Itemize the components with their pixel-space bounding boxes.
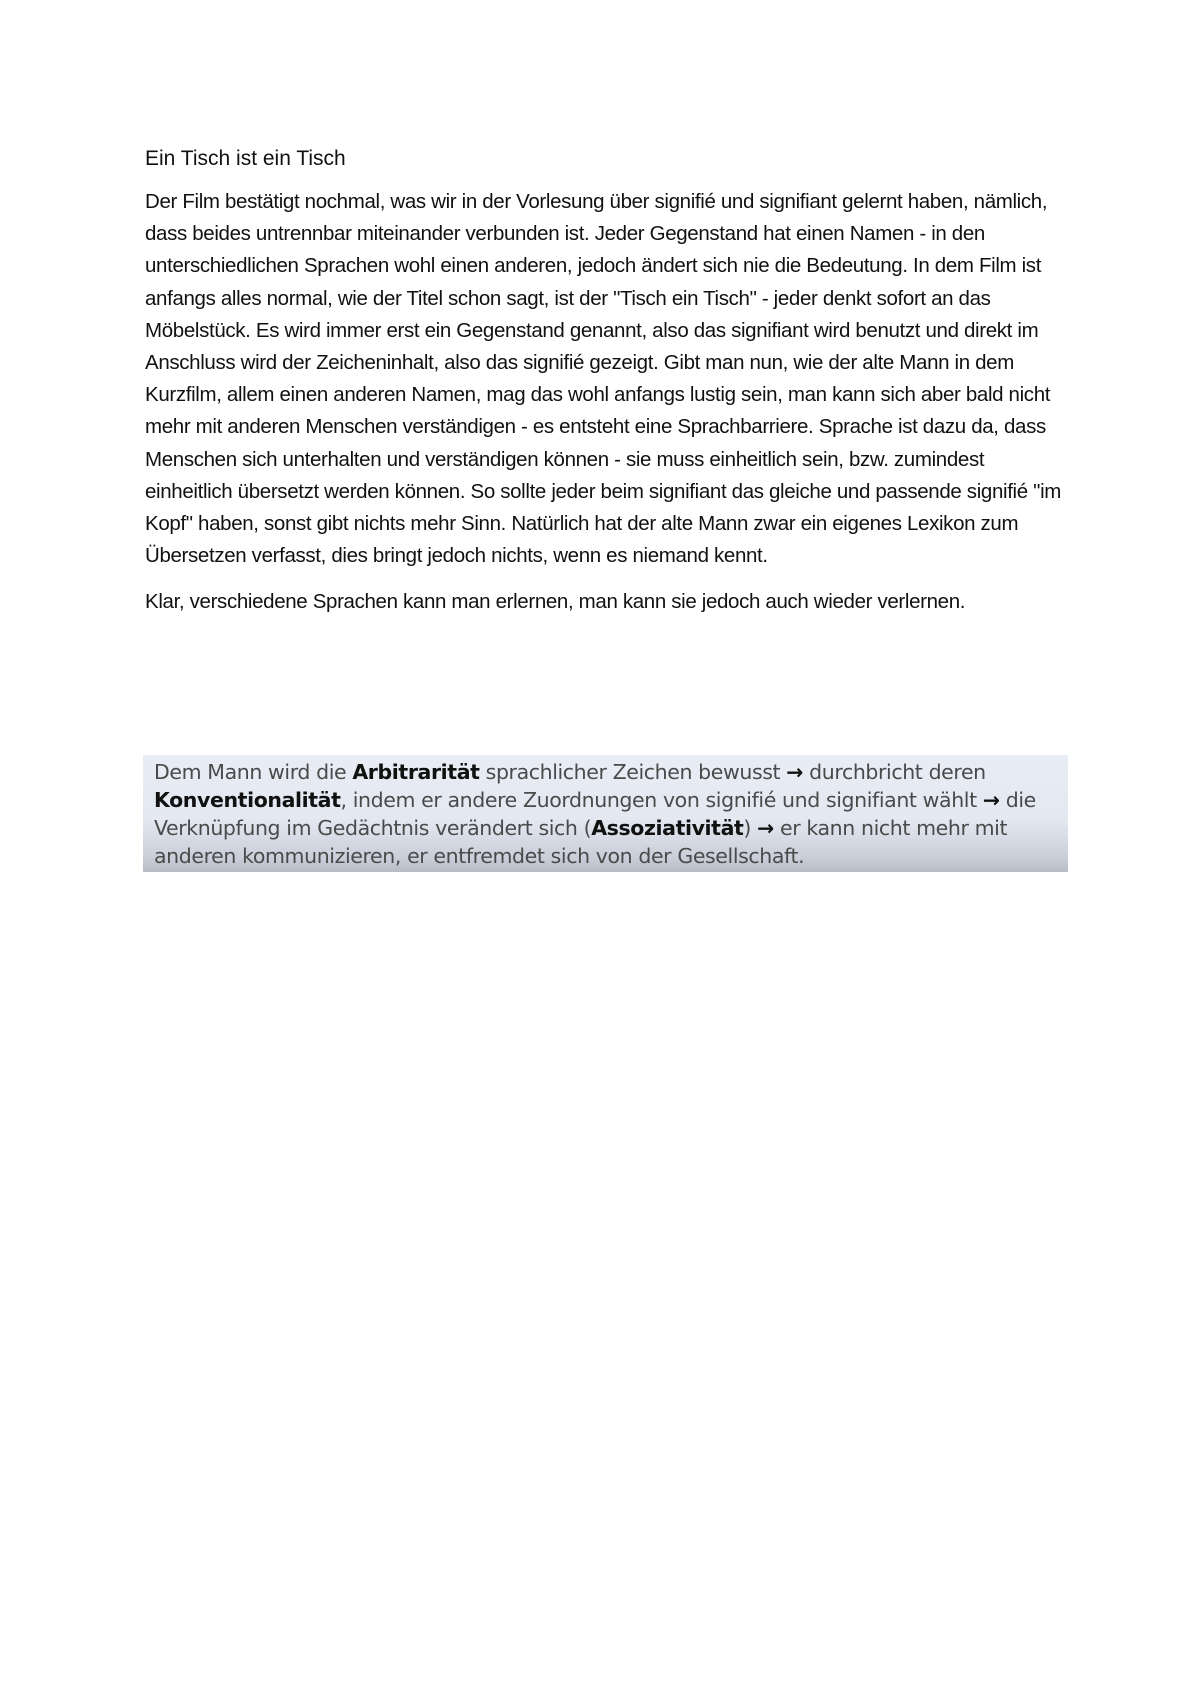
paragraph-closing: Klar, verschiedene Sprachen kann man erlernen, man kann sie jedoch auch wieder verlernen.	[145, 590, 966, 614]
summary-excerpt-image	[143, 755, 1068, 872]
document-title: Ein Tisch ist ein Tisch	[145, 147, 346, 170]
arrow-right-icon: →	[786, 760, 804, 784]
arrow-right-icon: →	[982, 788, 1000, 812]
summary-text: die Verknüpfung im Gedächtnis verändert sich (	[154, 788, 1036, 840]
summary-text: Dem Mann wird die	[154, 760, 353, 784]
summary-text: durchbricht deren	[803, 760, 986, 784]
term-konventionalitaet: Konventionalität	[154, 788, 341, 812]
summary-text: er kann nicht mehr mit anderen kommunizieren, er entfremdet sich von der Gesellschaft.	[154, 816, 1008, 868]
summary-text: , indem er andere Zuordnungen von signifié und signifiant wählt	[340, 788, 983, 812]
summary-text: sprachlicher Zeichen bewusst	[479, 760, 787, 784]
arrow-right-icon: →	[757, 816, 774, 840]
paragraph-main: Der Film bestätigt nochmal, was wir in der Vorlesung über signifié und signifiant gelernt haben, nämlich, dass beides untrennbar miteinander verbunden ist. Jeder Gegenstand hat einen Namen - in den unterschiedlichen Sprachen wohl einen anderen, jedoch ändert sich nie die Bedeutung. In dem Film ist anfangs alles normal, wie der Titel schon sagt, ist der "Tisch ein Tisch" - jeder denkt sofort an das Möbelstück. Es wird immer erst ein Gegenstand genannt, also das signifiant wird benutzt und direkt im Anschluss wird der Zeicheninhalt, also das signifié gezeigt. Gibt man nun, wie der alte Mann in dem Kurzfilm, allem einen anderen Namen, mag das wohl anfangs lustig sein, man kann sich aber bald nicht mehr mit anderen Menschen verständigen - es entsteht eine Sprachbarriere. Sprache ist dazu da, dass Menschen sich unterhalten und verständigen können - sie muss einheitlich sein, bzw. zumindest einheitlich übersetzt werden können. So sollte jeder beim signifiant das gleiche und passende signifié "im Kopf" haben, sonst gibt nichts mehr Sinn. Natürlich hat der alte Mann zwar ein eigenes Lexikon zum Übersetzen verfasst, dies bringt jedoch nichts, wenn es niemand kennt.	[145, 190, 1062, 568]
term-assoziativitaet: Assoziativität	[591, 816, 744, 840]
term-arbitraritaet: Arbitrarität	[352, 760, 480, 784]
document-body	[145, 144, 1075, 633]
summary-text: )	[743, 816, 758, 840]
